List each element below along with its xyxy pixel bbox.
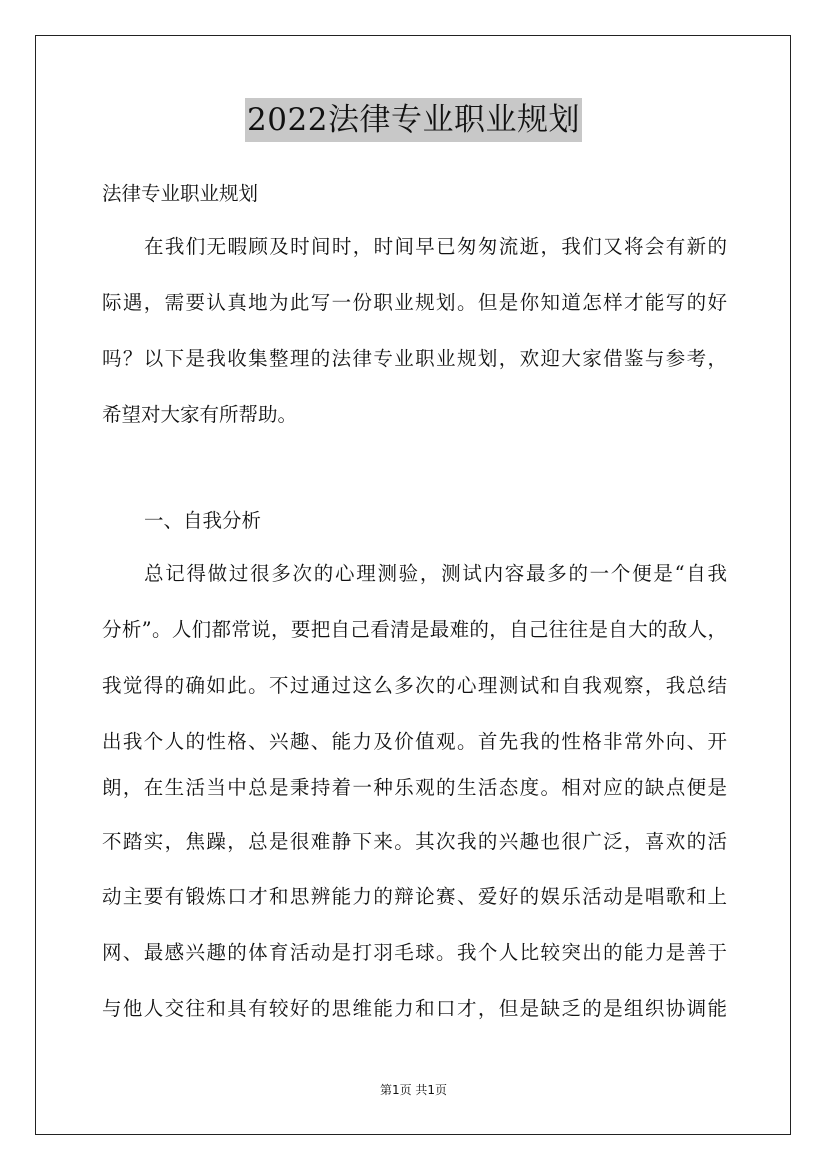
paragraph-line: 我觉得的确如此。不过通过这么多次的心理测试和自我观察，我总结: [102, 674, 727, 697]
paragraph-line: 出我个人的性格、兴趣、能力及价值观。首先我的性格非常外向、开: [102, 730, 727, 753]
paragraph-line: 与他人交往和具有较好的思维能力和口才，但是缺乏的是组织协调能: [102, 997, 727, 1020]
paragraph-line: 吗？以下是我收集整理的法律专业职业规划，欢迎大家借鉴与参考，: [102, 347, 727, 370]
paragraph-line: 动主要有锻炼口才和思辨能力的辩论赛、爱好的娱乐活动是唱歌和上: [102, 885, 727, 908]
document-subtitle: 法律专业职业规划: [102, 182, 259, 205]
page-number: 第1页 共1页: [379, 1083, 448, 1097]
paragraph-line: 分析”。人们都常说，要把自己看清是最难的，自己往往是自大的敌人，: [102, 618, 727, 641]
document-title: 2022法律专业职业规划: [245, 98, 582, 142]
paragraph-line: 际遇，需要认真地为此写一份职业规划。但是你知道怎样才能写的好: [102, 291, 727, 314]
section-heading: 一、自我分析: [144, 509, 262, 532]
title-container: [0, 98, 827, 142]
paragraph-line: 希望对大家有所帮助。: [102, 403, 298, 426]
paragraph-line: 总记得做过很多次的心理测验，测试内容最多的一个便是“自我: [144, 562, 727, 585]
paragraph-line: 朗，在生活当中总是秉持着一种乐观的生活态度。相对应的缺点便是: [102, 776, 727, 799]
paragraph-line: 在我们无暇顾及时间时，时间早已匆匆流逝，我们又将会有新的: [144, 235, 727, 258]
paragraph-line: 不踏实，焦躁，总是很难静下来。其次我的兴趣也很广泛，喜欢的活: [102, 830, 727, 853]
paragraph-line: 网、最感兴趣的体育活动是打羽毛球。我个人比较突出的能力是善于: [102, 941, 727, 964]
